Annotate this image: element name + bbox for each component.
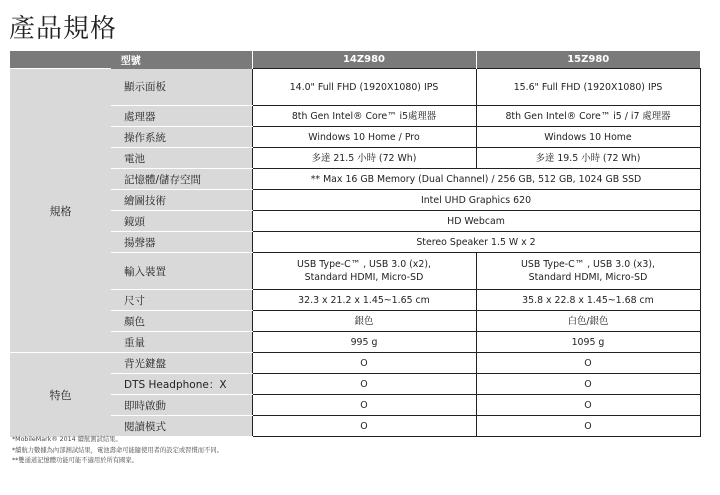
feature-label: 尺寸: [111, 290, 252, 311]
value-a: 14.0" Full FHD (1920X1080) IPS: [252, 69, 476, 106]
feature-label: 電池: [111, 148, 252, 169]
value-a: 8th Gen Intel® Core™ i5處理器: [252, 106, 476, 127]
row-instant: [10, 395, 700, 416]
row-color: [10, 311, 700, 332]
value-a: Windows 10 Home / Pro: [252, 127, 476, 148]
feature-label: 顏色: [111, 311, 252, 332]
value-b: O: [476, 353, 700, 374]
row-camera: [10, 211, 700, 232]
feature-label: 操作系統: [111, 127, 252, 148]
value-b: O: [476, 395, 700, 416]
value-a: O: [252, 353, 476, 374]
header-model-label: 型號: [10, 51, 252, 69]
header-model-a: 14Z980: [252, 51, 476, 69]
feature-label: 記憶體/儲存空間: [111, 169, 252, 190]
row-backlight: [10, 353, 700, 374]
value-shared: ** Max 16 GB Memory (Dual Channel) / 256 GB, 512 GB, 1024 GB SSD: [252, 169, 700, 190]
row-display: [10, 69, 700, 106]
footnote-3: **雙通道記憶體功能可能不適用於所有國家。: [12, 457, 138, 464]
value-b: Windows 10 Home: [476, 127, 700, 148]
feature-label: 顯示面板: [111, 69, 252, 106]
row-cpu: [10, 106, 700, 127]
value-b: 1095 g: [476, 332, 700, 353]
footnotes: [12, 435, 223, 467]
value-b: 白色/銀色: [476, 311, 700, 332]
value-shared: HD Webcam: [252, 211, 700, 232]
row-graphics: [10, 190, 700, 211]
value-b: 15.6" Full FHD (1920X1080) IPS: [476, 69, 700, 106]
feature-label: 處理器: [111, 106, 252, 127]
row-speaker: [10, 232, 700, 253]
feature-label: 重量: [111, 332, 252, 353]
row-memory: [10, 169, 700, 190]
row-reading: [10, 416, 700, 437]
value-b: O: [476, 374, 700, 395]
feature-label: DTS Headphone：X: [111, 374, 252, 395]
value-a-line2: Standard HDMI, Micro-SD: [304, 272, 424, 283]
group-spec-label: 規格: [10, 69, 111, 353]
value-a-line1: USB Type-C™ , USB 3.0 (x2),: [297, 259, 431, 270]
footnote-1: *MobileMark® 2014 續航測試結果。: [12, 436, 122, 443]
row-dts: [10, 374, 700, 395]
group-features-label: 特色: [10, 353, 111, 437]
spec-table: [10, 51, 701, 437]
value-a: 32.3 x 21.2 x 1.45~1.65 cm: [252, 290, 476, 311]
value-b: 多達 19.5 小時 (72 Wh): [476, 148, 700, 169]
value-a: 多達 21.5 小時 (72 Wh): [252, 148, 476, 169]
value-a: O: [252, 395, 476, 416]
value-a: 銀色: [252, 311, 476, 332]
feature-label: 鏡頭: [111, 211, 252, 232]
row-battery: [10, 148, 700, 169]
value-b: O: [476, 416, 700, 437]
row-weight: [10, 332, 700, 353]
value-a: [252, 253, 476, 290]
value-b-line2: Standard HDMI, Micro-SD: [528, 272, 648, 283]
value-shared: Stereo Speaker 1.5 W x 2: [252, 232, 700, 253]
value-shared: Intel UHD Graphics 620: [252, 190, 700, 211]
value-a: 995 g: [252, 332, 476, 353]
footnote-2: *續航力數據為內部測試結果，電池壽命可能隨使用者的設定或習慣而不同。: [12, 446, 223, 454]
row-io: [10, 253, 700, 290]
feature-label: 即時啟動: [111, 395, 252, 416]
value-a: O: [252, 374, 476, 395]
feature-label: 閱讀模式: [111, 416, 252, 437]
header-model-b: 15Z980: [476, 51, 700, 69]
row-os: [10, 127, 700, 148]
feature-label: 背光鍵盤: [111, 353, 252, 374]
value-b: 8th Gen Intel® Core™ i5 / i7 處理器: [476, 106, 700, 127]
feature-label: 揚聲器: [111, 232, 252, 253]
feature-label: 輸入裝置: [111, 253, 252, 290]
row-size: [10, 290, 700, 311]
value-b: [476, 253, 700, 290]
value-a: O: [252, 416, 476, 437]
value-b: 35.8 x 22.8 x 1.45~1.68 cm: [476, 290, 700, 311]
feature-label: 繪圖技術: [111, 190, 252, 211]
header-row: [10, 51, 700, 69]
page-title: 產品規格: [9, 14, 118, 44]
value-b-line1: USB Type-C™ , USB 3.0 (x3),: [521, 259, 655, 270]
